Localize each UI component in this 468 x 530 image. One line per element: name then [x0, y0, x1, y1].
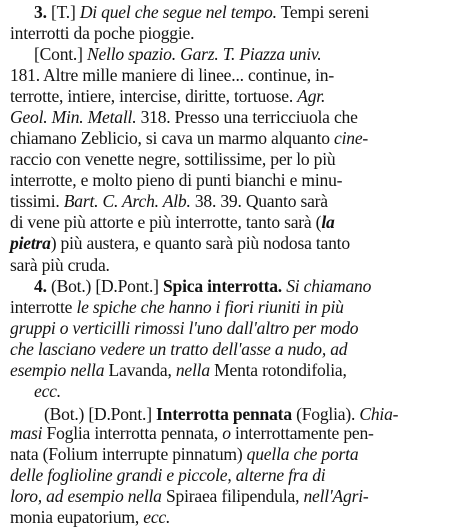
text-run-italic: la — [321, 212, 335, 233]
text-run: Lavanda, — [108, 359, 172, 380]
text-run: 318. Presso una terricciuola che — [140, 107, 358, 128]
entry-5-line-5 — [10, 486, 464, 507]
sense-gloss: Di quel che segue nel tempo. — [79, 2, 277, 22]
entry-5-line-6 — [10, 507, 464, 528]
text-run-italic: masi — [10, 422, 43, 443]
text-run: sarà più cruda. — [10, 254, 110, 275]
sense-gloss: Chia- — [359, 403, 399, 424]
headword: Spica interrotta. — [163, 275, 282, 296]
text-run-italic: loro, ad esempio nella — [10, 485, 162, 506]
entry-4-line-1 — [34, 276, 464, 297]
text-run: raccio con venette negre, sottilissime, per lo più — [10, 149, 336, 170]
entry-3-line-1 — [34, 2, 464, 23]
entry-4-line-2 — [10, 297, 464, 318]
text-run-italic: le spiche che hanno i fiori riuniti in più — [76, 296, 344, 317]
headword: Interrotta pennata — [156, 403, 292, 424]
sense-gloss: Si chiamano — [286, 275, 372, 296]
text-run: Tempi sereni — [280, 2, 370, 22]
usage-tag: [Cont.] — [34, 44, 83, 65]
text-run-italic: cine- — [334, 128, 369, 149]
citation-source: Garz. T. Piazza univ. — [180, 44, 322, 65]
entry-3-line-5 — [10, 86, 464, 107]
entry-5-line-1 — [44, 404, 464, 425]
entry-3-line-12 — [10, 233, 464, 254]
text-run-italic: ecc. — [34, 380, 61, 401]
citation-source: Bart. C. Arch. Alb. — [63, 191, 191, 212]
citation-page: 181. — [10, 65, 40, 86]
text-run: chiamano Zeblicio, si cava un marmo alquanto — [10, 128, 330, 149]
text-run: monia eupatorium, — [10, 507, 140, 527]
entry-3-line-11 — [10, 212, 464, 233]
entry-4-line-3 — [10, 318, 464, 339]
entry-5-line-4 — [10, 465, 464, 486]
text-run-italic: esempio nella — [10, 359, 105, 380]
entry-3-line-2 — [10, 23, 464, 44]
entry-4-line-6 — [34, 381, 464, 402]
sense-gloss: Nello spazio. — [86, 44, 176, 65]
text-run: Spiraea filipendula, — [165, 485, 300, 506]
text-run: Menta rotondifolia, — [214, 359, 347, 380]
entry-3-line-10 — [10, 191, 464, 212]
entry-4-line-5 — [10, 360, 464, 381]
text-run-italic: che lasciano vedere un tratto dell'asse a nudo, ad — [10, 338, 348, 359]
entry-3-line-6 — [10, 107, 464, 128]
text-run: di vene più attorte e più interrotte, tanto sarà ( — [10, 212, 322, 233]
entry-3-line-9 — [10, 170, 464, 191]
entry-3-line-4 — [10, 65, 464, 86]
text-run: interrotte, e molto pieno di punti bianchi e minu- — [10, 170, 343, 191]
entry-3-line-8 — [10, 149, 464, 170]
citation-source: Geol. Min. Metall. — [10, 107, 137, 128]
text-run-italic: pietra — [10, 233, 51, 254]
entry-3-line-3 — [34, 44, 464, 65]
text-run-italic: o — [222, 422, 231, 443]
text-run: (Foglia). — [296, 403, 356, 424]
text-run: nata (Folium interrupte pinnatum) — [10, 443, 243, 464]
text-run: ) più austera, e quanto sarà più nodosa tanto — [50, 233, 350, 254]
entry-3-line-7 — [10, 128, 464, 149]
entry-number: 4. — [34, 275, 47, 296]
text-run-italic: nella — [175, 359, 210, 380]
text-run: Foglia interrotta pennata, — [46, 422, 219, 443]
text-run-italic: nell'Agri- — [303, 485, 369, 506]
entry-5-line-3 — [10, 444, 464, 465]
text-run: tissimi. — [10, 191, 60, 212]
text-run-italic: gruppi o verticilli rimossi l'uno dall'altro per modo — [10, 317, 359, 338]
text-run: interrottamente pen- — [235, 422, 374, 443]
citation-source: Agr. — [297, 86, 326, 107]
text-run-italic: quella che porta — [246, 443, 359, 464]
text-run: interrotti da poche pioggie. — [10, 23, 195, 43]
text-run-italic: ecc. — [143, 507, 171, 527]
entry-4-line-4 — [10, 339, 464, 360]
text-run: Altre mille maniere di linee... continue, in- — [43, 65, 335, 86]
usage-tag: [T.] — [50, 2, 76, 22]
text-run: interrotte — [10, 296, 73, 317]
entry-3-line-13 — [10, 255, 464, 276]
entry-number: 3. — [34, 2, 47, 22]
usage-tag: (Bot.) [D.Pont.] — [44, 403, 152, 424]
text-run: 38. 39. Quanto sarà — [194, 191, 328, 212]
text-run-italic: delle foglioline grandi e piccole, alterne fra di — [10, 464, 326, 485]
entry-5-line-2 — [10, 423, 464, 444]
usage-tag: (Bot.) [D.Pont.] — [50, 275, 159, 296]
text-run: terrotte, intiere, intercise, diritte, tortuose. — [10, 86, 294, 107]
